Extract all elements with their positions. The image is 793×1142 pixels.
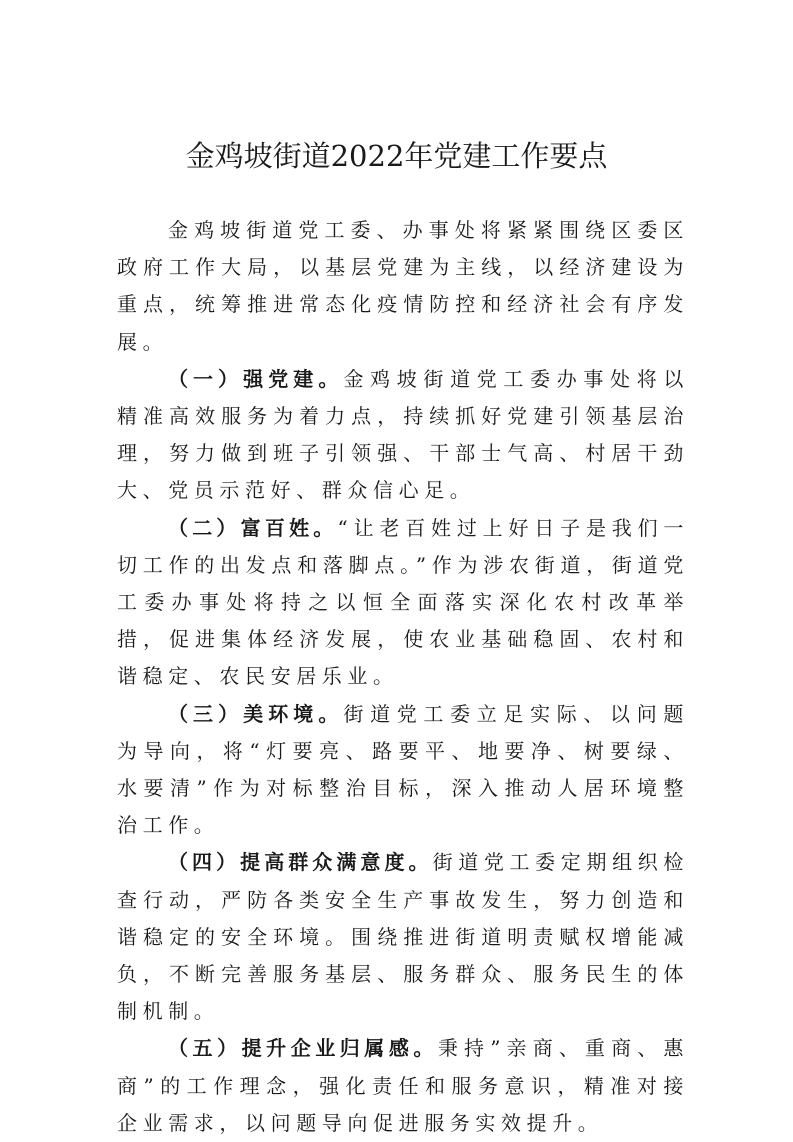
section-heading-4: （四）提高群众满意度。 (168, 850, 433, 875)
document-body (117, 212, 689, 1142)
section-heading-3: （三）美环境。 (168, 701, 344, 726)
section-paragraph-2 (117, 510, 689, 696)
section-heading-2: （二）富百姓。 (168, 515, 338, 540)
section-text-5: 秉持”亲商、重商、惠商”的工作理念，强化责任和服务意识，精准对接企业需求，以问题导向促进服务实效提升。 (117, 1036, 689, 1135)
section-paragraph-5 (117, 1030, 689, 1142)
section-paragraph-4 (117, 844, 689, 1030)
section-heading-1: （一）强党建。 (168, 366, 344, 391)
intro-paragraph: 金鸡坡街道党工委、办事处将紧紧围绕区委区政府工作大局，以基层党建为主线，以经济建设为重点，统筹推进常态化疫情防控和经济社会有序发展。 (117, 218, 689, 354)
section-text-4: 街道党工委定期组织检查行动，严防各类安全生产事故发生，努力创造和谐稳定的安全环境。围绕推进街道明责赋权增能减负，不断完善服务基层、服务群众、服务民生的体制机制。 (117, 850, 690, 1024)
section-text-3: 街道党工委立足实际、以问题为导向，将“灯要亮、路要平、地要净、树要绿、水要清”作为对标整治目标，深入推动人居环境整治工作。 (117, 701, 689, 838)
section-text-1: 金鸡坡街道党工委办事处将以精准高效服务为着力点，持续抓好党建引领基层治理，努力做到班子引领强、干部士气高、村居干劲大、党员示范好、群众信心足。 (117, 366, 689, 503)
section-text-2: “让老百姓过上好日子是我们一切工作的出发点和落脚点。”作为涉农街道，街道党工委办事处将持之以恒全面落实深化农村改革举措，促进集体经济发展，使农业基础稳固、农村和谐稳定、农民安居乐业。 (117, 515, 689, 689)
section-heading-5: （五）提升企业归属感。 (168, 1036, 438, 1061)
section-paragraph-3 (117, 696, 689, 845)
document-title: 金鸡坡街道2022年党建工作要点 (185, 139, 608, 173)
section-paragraph-1 (117, 361, 689, 510)
